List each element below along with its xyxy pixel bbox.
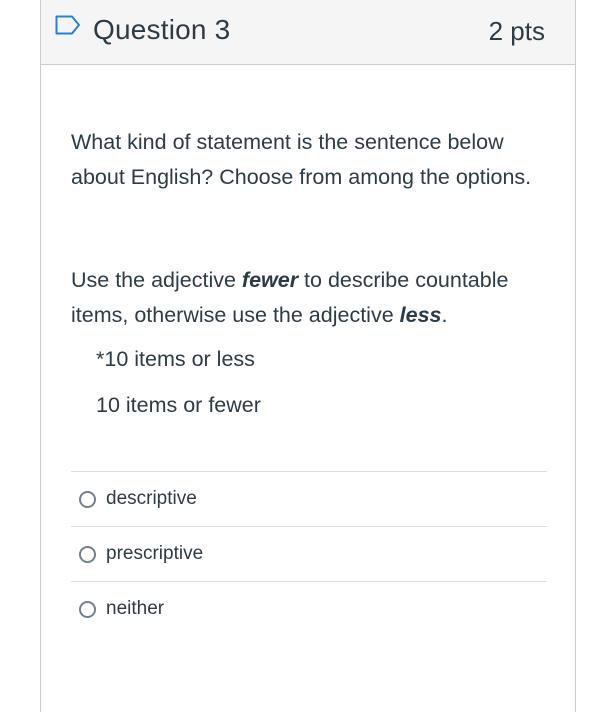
example-grammatical: 10 items or fewer (96, 393, 261, 417)
rule-text-3: . (441, 303, 448, 327)
answer-label: descriptive (106, 488, 197, 509)
question-body (41, 125, 575, 636)
rule-text-1: Use the adjective (71, 268, 242, 292)
bookmark-flag-icon[interactable] (55, 15, 81, 35)
question-points: 2 pts (488, 16, 545, 46)
example-ungrammatical: *10 items or less (96, 347, 255, 371)
answer-option-neither[interactable] (71, 581, 547, 636)
rule-word-fewer: fewer (241, 268, 299, 292)
rule-word-less: less (399, 303, 442, 327)
answer-label: neither (106, 598, 165, 619)
question-title: Question 3 (93, 14, 231, 45)
question-prompt: What kind of statement is the sentence below about English? Choose from among the options. (71, 130, 532, 189)
answer-option-descriptive[interactable] (71, 471, 547, 526)
question-header (41, 0, 575, 65)
rule-text-2: to describe countable items, otherwise use the adjective (71, 268, 509, 327)
answer-option-prescriptive[interactable] (71, 526, 547, 581)
radio-button[interactable] (79, 546, 96, 563)
radio-button[interactable] (79, 601, 96, 618)
answer-list (71, 471, 547, 636)
question-rule (71, 263, 547, 333)
radio-button[interactable] (79, 491, 96, 508)
question-card (40, 0, 576, 712)
answer-label: prescriptive (106, 543, 204, 564)
